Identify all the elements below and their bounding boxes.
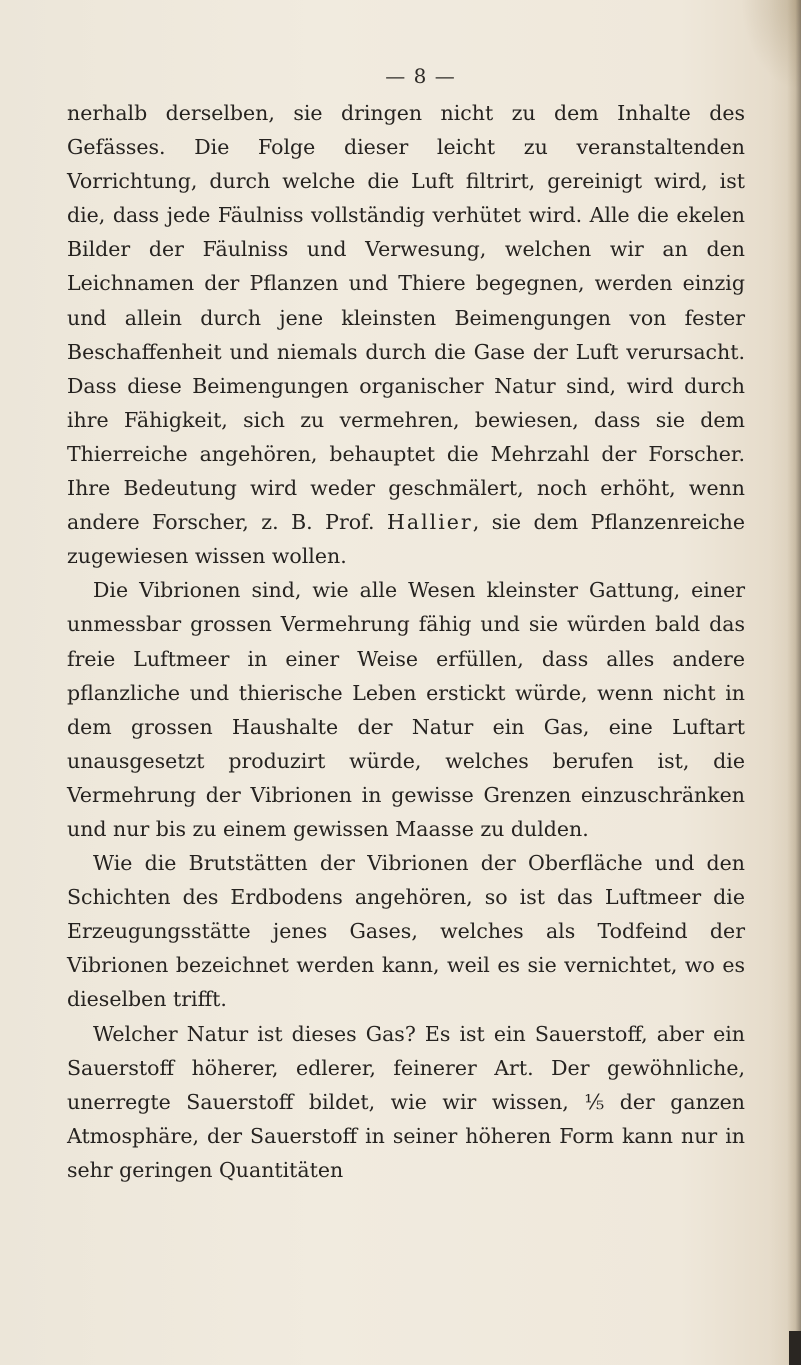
text-segment: , sie dem Pflanzenreiche zugewiesen wissen wollen. <box>67 510 745 569</box>
author-name-spaced: Hallier <box>387 510 473 535</box>
body-text <box>67 96 745 1187</box>
text-segment: nerhalb derselben, sie dringen nicht zu dem Inhalte des Gefässes. Die Folge dieser leicht zu veranstaltenden Vorrichtung, durch welche die Luft filtrirt, gereinigt wird, ist die, dass jede Fäulniss vollständig verhütet wird. Alle die ekelen Bilder der Fäulniss und Verwesung, welchen wir an den Leichnamen der Pflanzen und Thiere begegnen, werden einzig und allein durch jene kleinsten Beimengungen von fester Beschaffenheit und niemals durch die Gase der Luft verursacht. Dass diese Beimengungen organischer Natur sind, wird durch ihre Fähigkeit, sich zu vermehren, bewiesen, dass sie dem Thierreiche angehören, behauptet die Mehrzahl der Forscher. Ihre Bedeutung wird weder geschmälert, noch erhöht, wenn andere Forscher, z. B. Prof. <box>67 101 745 535</box>
page-number: — 8 — <box>385 64 456 88</box>
paragraph <box>67 96 745 573</box>
text-segment: Welcher Natur ist dieses Gas? Es ist ein Sauerstoff, aber ein Sauerstoff höherer, edlerer, feinerer Art. Der gewöhnliche, unerregte Sauerstoff bildet, wie wir wissen, ⅕ der ganzen Atmosphäre, der Sauerstoff in seiner höheren Form kann nur in sehr geringen Quantitäten <box>67 1021 745 1182</box>
paragraph <box>67 1017 745 1187</box>
text-segment: Die Vibrionen sind, wie alle Wesen kleinster Gattung, einer unmessbar grossen Vermehrung fähig und sie würden bald das freie Luftmeer in einer Weise erfüllen, dass alles andere pflanzliche und thierische Leben erstickt würde, wenn nicht in dem grossen Haushalte der Natur ein Gas, eine Luftart unausgesetzt produzirt würde, welches berufen ist, die Vermehrung der Vibrionen in gewisse Grenzen einzuschränken und nur bis zu einem gewissen Maasse zu dulden. <box>67 578 745 841</box>
text-segment: Wie die Brutstätten der Vibrionen der Oberfläche und den Schichten des Erdbodens angehören, so ist das Luftmeer die Erzeugungsstätte jenes Gases, welches als Todfeind der Vibrionen bezeichnet werden kann, weil es sie vernichtet, wo es dieselben trifft. <box>67 851 745 1012</box>
page-edge-shadow <box>787 0 801 1365</box>
paragraph <box>67 846 745 1016</box>
scan-edge-mark <box>789 1331 801 1365</box>
paragraph <box>67 573 745 846</box>
